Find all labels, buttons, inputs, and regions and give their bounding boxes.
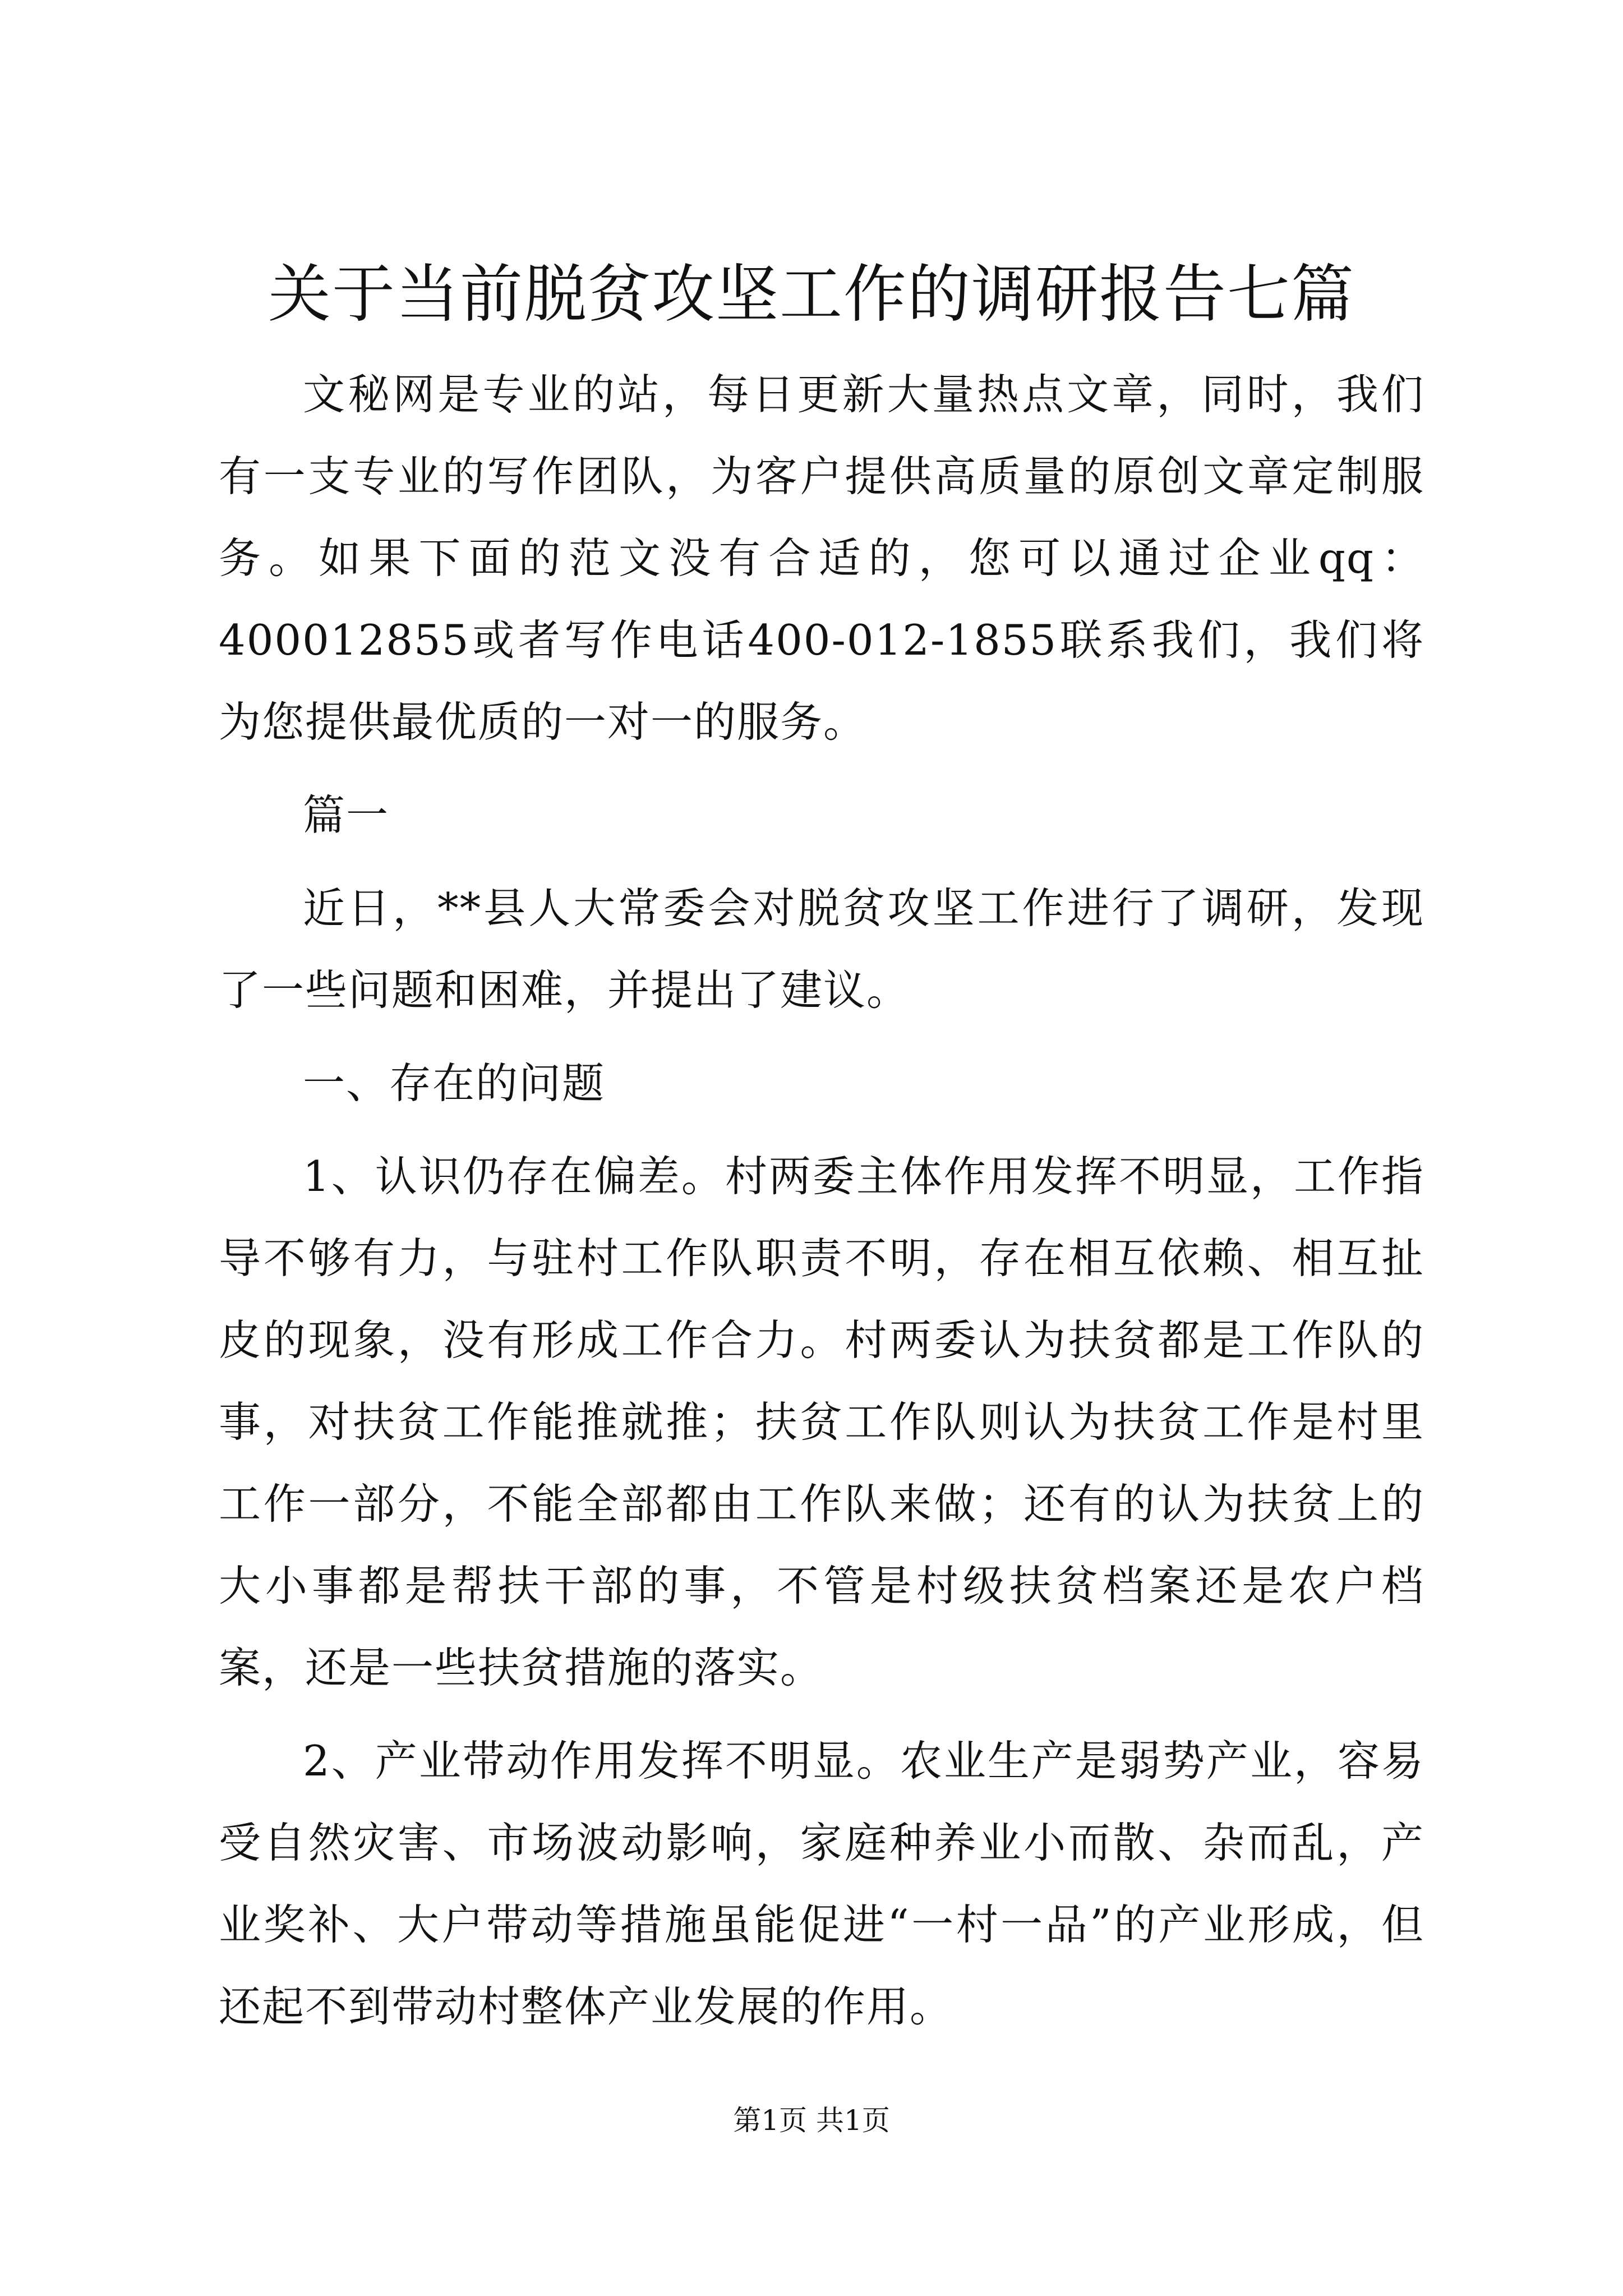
document-title: 关于当前脱贫攻坚工作的调研报告七篇 bbox=[268, 258, 1355, 331]
paragraph-intro: 文秘网是专业的站，每日更新大量热点文章，同时，我们有一支专业的写作团队，为客户提供高质量的原创文章定制服务。如果下面的范文没有合适的，您可以通过企业qq：400012855或者写作电话400-012-1855联系我们，我们将为您提供最优质的一对一的服务。 bbox=[219, 370, 1424, 747]
paragraph-problem-1: 1、认识仍存在偏差。村两委主体作用发挥不明显，工作指导不够有力，与驻村工作队职责不明，存在相互依赖、相互扯皮的现象，没有形成工作合力。村两委认为扶贫都是工作队的事，对扶贫工作能推就推；扶贫工作队则认为扶贫工作是村里工作一部分，不能全部都由工作队来做；还有的认为扶贫上的大小事都是帮扶干部的事，不管是村级扶贫档案还是农户档案，还是一些扶贫措施的落实。 bbox=[219, 1152, 1424, 1692]
page-footer: 第1页 共1页 bbox=[733, 2104, 890, 2137]
paragraph-section-label: 篇一 bbox=[303, 790, 390, 840]
paragraph-problem-2: 2、产业带动作用发挥不明显。农业生产是弱势产业，容易受自然灾害、市场波动影响，家庭种养业小而散、杂而乱，产业奖补、大户带动等措施虽能促进“一村一品”的产业形成，但还起不到带动村整体产业发展的作用。 bbox=[219, 1736, 1424, 2031]
document-body bbox=[219, 353, 1424, 2047]
paragraph-summary: 近日，**县人大常委会对脱贫攻坚工作进行了调研，发现了一些问题和困难，并提出了建议。 bbox=[219, 884, 1424, 1015]
paragraph-heading-problems: 一、存在的问题 bbox=[303, 1059, 606, 1108]
